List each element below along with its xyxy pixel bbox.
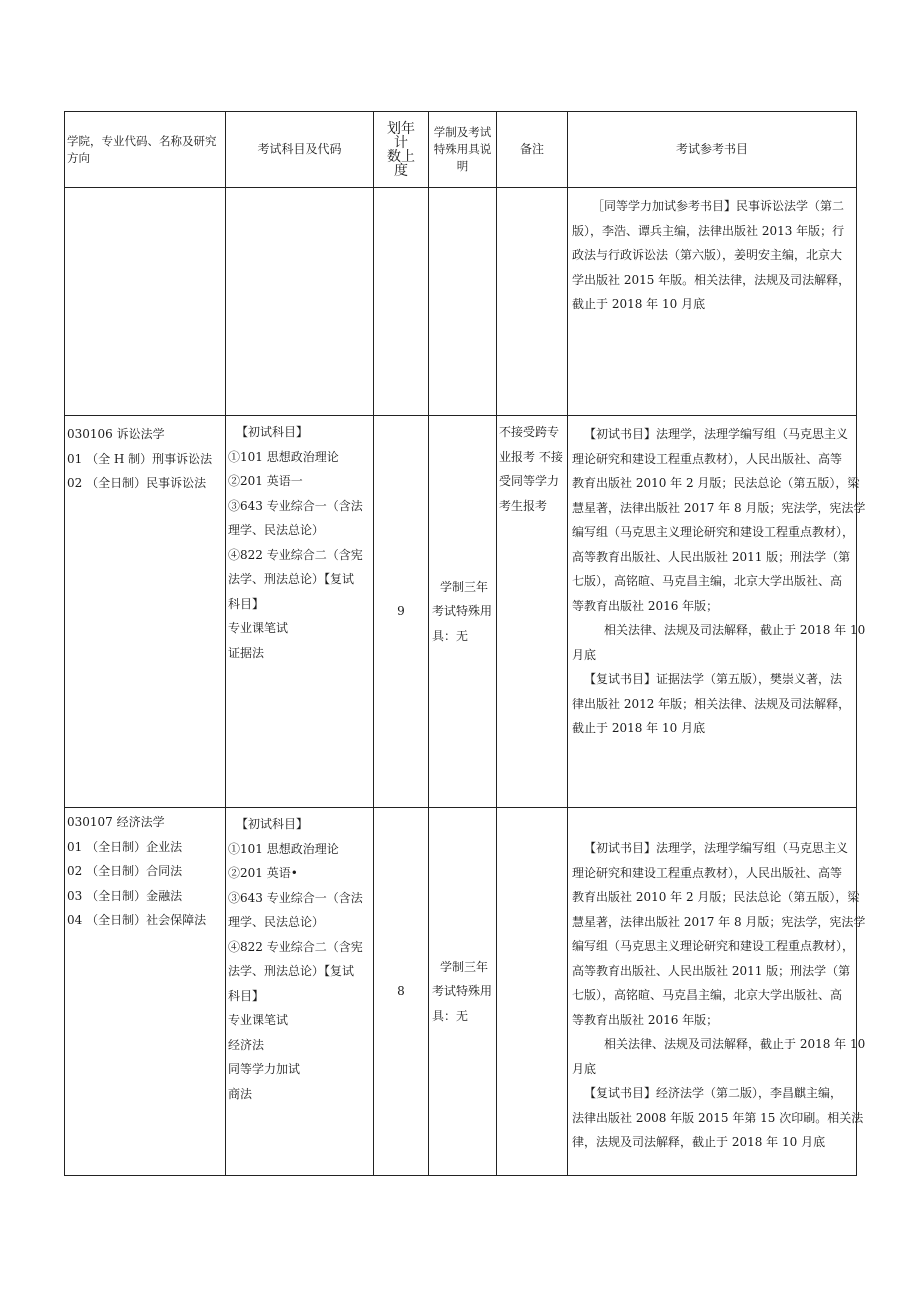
- table-row: [65, 416, 857, 808]
- system-cell: 学制三年 考试特殊用 具：无: [429, 808, 497, 1176]
- books-cell: 【初试书目】法理学，法理学编写组（马克思主义 理论研究和建设工程重点教材），人民出版社、高等 教育出版社 2010 年 2 月版；民法总论（第五版），梁 慧星著，法律出版社 2017 年 8 月版；宪法学，宪法学 编写组（马克思主义理论研究和建设工程重点教材）， 高等教育出版社、人民出版社 2011 版；刑法学（第 七版），高铭暄、马克昌主编，北京大学出版社、高 等教育出版社 2016 年版； 相关法律、法规及司法解释，截止于 2018 年 10 月底 【复试书目】证据法学（第五版），樊崇义著，法 律出版社 2012 年版；相关法律、法规及司法解释， 截止于 2018 年 10 月底: [568, 416, 857, 808]
- header-remark: 备注: [497, 112, 568, 188]
- header-quota: 划年 计 数上 度: [374, 112, 429, 188]
- table-row: [65, 188, 857, 416]
- major-cell: 030106 诉讼法学 01 （全 H 制）刑事诉讼法 02 （全日制）民事诉讼法: [65, 416, 226, 808]
- books-cell: ［同等学力加试参考书目】民事诉讼法学（第二 版），李浩、谭兵主编，法律出版社 2013 年版；行 政法与行政诉讼法（第六版），姜明安主编，北京大 学出版社 2015 年版。相关法律，法规及司法解释， 截止于 2018 年 10 月底: [568, 188, 857, 416]
- remark-cell: [497, 808, 568, 1176]
- table-row: [65, 808, 857, 1176]
- header-system: 学制及考试特殊用具说明: [429, 112, 497, 188]
- quota-cell: 8: [374, 808, 429, 1176]
- header-subjects: 考试科目及代码: [226, 112, 374, 188]
- remark-cell: 不接受跨专 业报考 不接 受同等学力 考生报考: [497, 416, 568, 808]
- books-cell: 【初试书目】法理学，法理学编写组（马克思主义 理论研究和建设工程重点教材），人民出版社、高等 教育出版社 2010 年 2 月版；民法总论（第五版），梁 慧星著，法律出版社 2017 年 8 月版；宪法学，宪法学 编写组（马克思主义理论研究和建设工程重点教材）， 高等教育出版社、人民出版社 2011 版；刑法学（第 七版），高铭暄、马克昌主编，北京大学出版社、高 等教育出版社 2016 年版； 相关法律、法规及司法解释，截止于 2018 年 10 月底 【复试书目】经济法学（第二版），李昌麒主编， 法律出版社 2008 年版 2015 年第 15 次印刷。相关法 律，法规及司法解释，截止于 2018 年 10 月底: [568, 808, 857, 1176]
- header-books: 考试参考书目: [568, 112, 857, 188]
- admissions-table: [64, 111, 866, 1176]
- header-major: 学院，专业代码、名称及研究方向: [65, 112, 226, 188]
- table-header-row: [65, 112, 857, 188]
- major-cell: 030107 经济法学 01 （全日制）企业法 02 （全日制）合同法 03 （全日制）金融法 04 （全日制）社会保障法: [65, 808, 226, 1176]
- subjects-cell: 【初试科目】 ①101 思想政治理论 ②201 英语• ③643 专业综合一（含法 理学、民法总论） ④822 专业综合二（含宪 法学、刑法总论）【复试 科目】 专业课笔试 经济法 同等学力加试 商法: [226, 808, 374, 1176]
- subjects-cell: 【初试科目】 ①101 思想政治理论 ②201 英语一 ③643 专业综合一（含法 理学、民法总论） ④822 专业综合二（含宪 法学、刑法总论）【复试 科目】 专业课笔试 证据法: [226, 416, 374, 808]
- system-cell: 学制三年 考试特殊用 具：无: [429, 416, 497, 808]
- quota-cell: 9: [374, 416, 429, 808]
